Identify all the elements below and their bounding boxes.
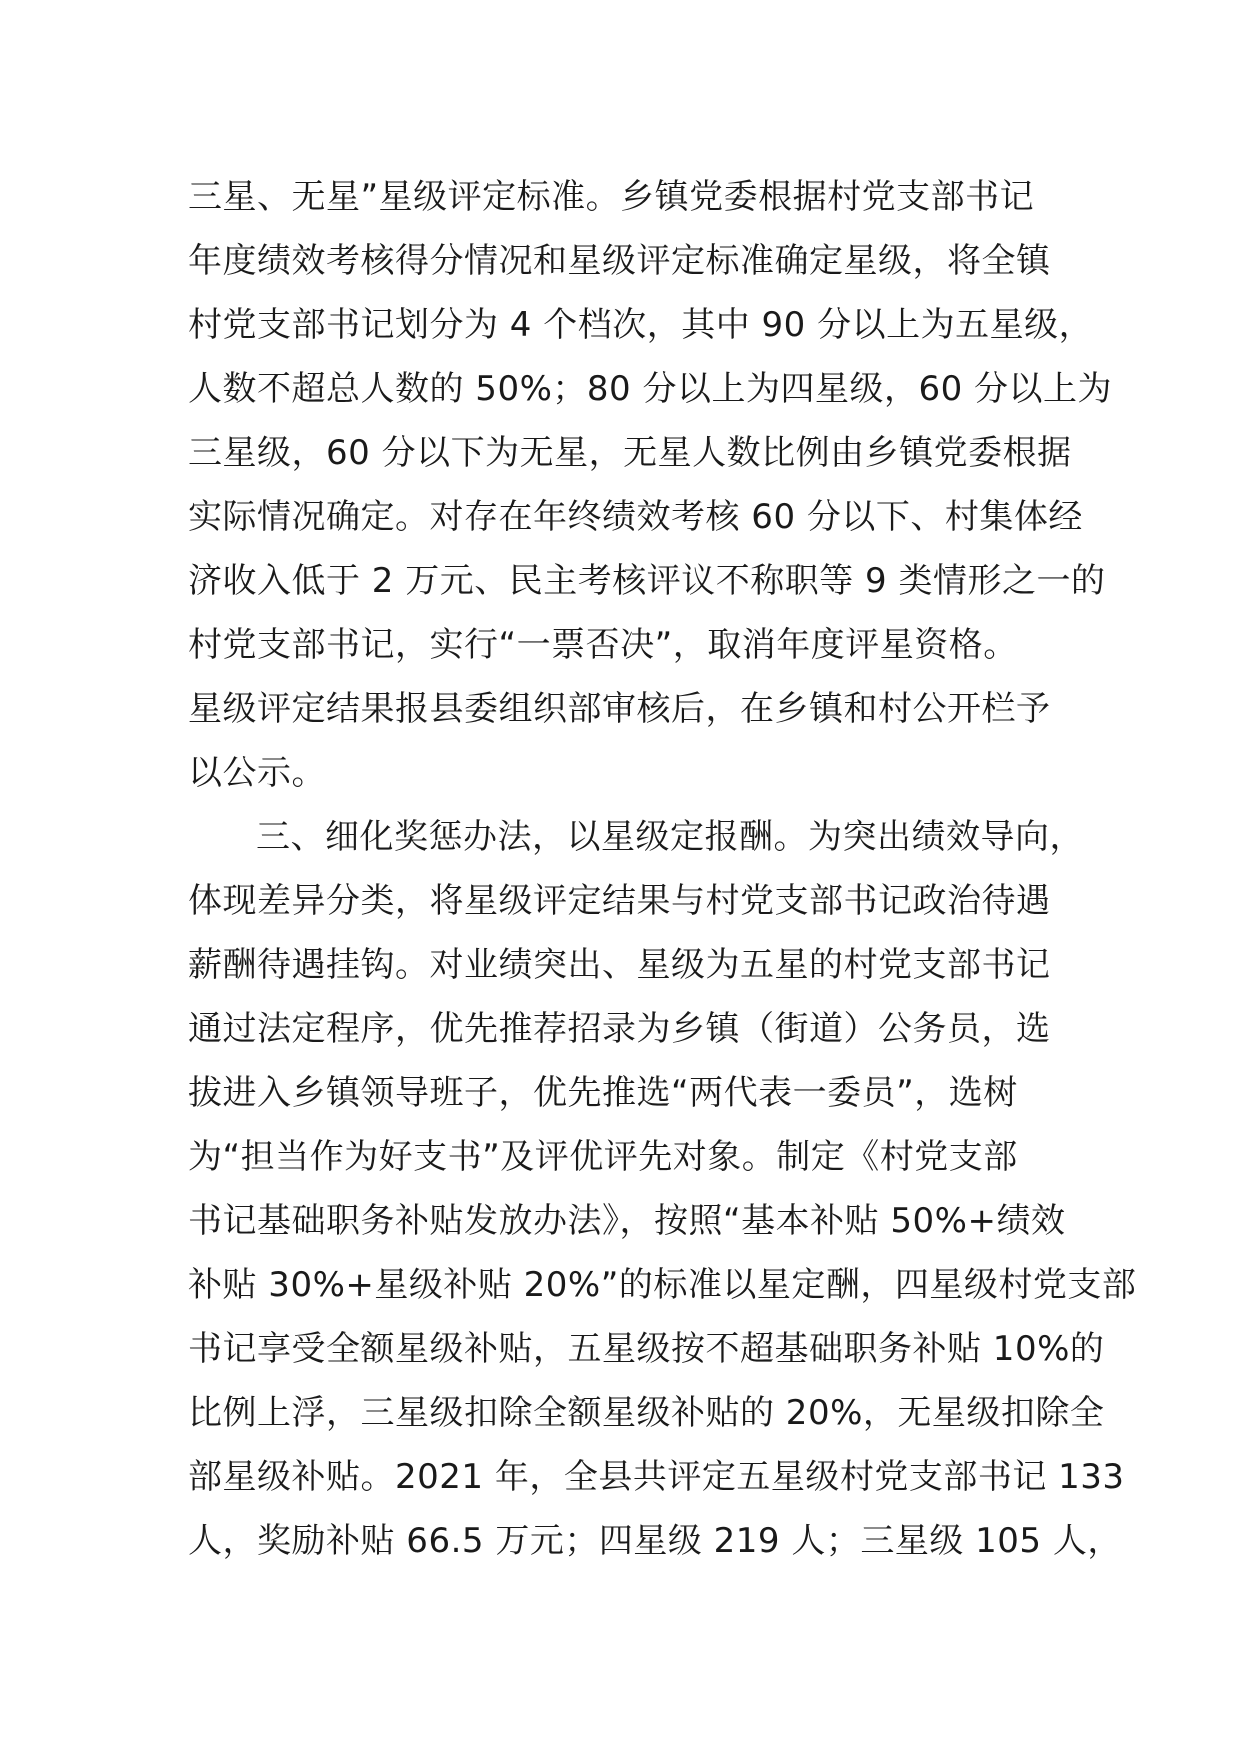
text-line: 村党支部书记，实行“一票否决”，取消年度评星资格。 [188,625,1018,665]
text-line: 薪酬待遇挂钩。对业绩突出、星级为五星的村党支部书记 [188,945,1051,985]
text-line: 人，奖励补贴 66.5 万元；四星级 219 人；三星级 105 人， [188,1521,1122,1561]
text-line: 年度绩效考核得分情况和星级评定标准确定星级，将全镇 [188,241,1051,281]
text-line: 补贴 30%+星级补贴 20%”的标准以星定酬，四星级村党支部 [188,1265,1137,1305]
text-line: 实际情况确定。对存在年终绩效考核 60 分以下、村集体经 [188,497,1083,537]
text-line: 书记享受全额星级补贴，五星级按不超基础职务补贴 10%的 [188,1329,1105,1369]
text-line: 星级评定结果报县委组织部审核后，在乡镇和村公开栏予 [188,689,1051,729]
text-line: 济收入低于 2 万元、民主考核评议不称职等 9 类情形之一的 [188,561,1106,601]
paragraph-start-line: 三、细化奖惩办法，以星级定报酬。为突出绩效导向， [256,817,1084,857]
text-line: 比例上浮，三星级扣除全额星级补贴的 20%，无星级扣除全 [188,1393,1105,1433]
text-line: 村党支部书记划分为 4 个档次，其中 90 分以上为五星级， [188,305,1094,345]
text-line: 部星级补贴。2021 年，全县共评定五星级村党支部书记 133 [188,1457,1125,1497]
text-line: 体现差异分类，将星级评定结果与村党支部书记政治待遇 [188,881,1051,921]
text-line: 为“担当作为好支书”及评优评先对象。制定《村党支部 [188,1137,1018,1177]
text-line: 人数不超总人数的 50%；80 分以上为四星级，60 分以上为 [188,369,1113,409]
body-text [188,165,1137,1573]
text-line: 拔进入乡镇领导班子，优先推选“两代表一委员”，选树 [188,1073,1018,1113]
text-line: 书记基础职务补贴发放办法》，按照“基本补贴 50%+绩效 [188,1201,1066,1241]
text-line: 以公示。 [188,753,326,793]
text-line: 三星级，60 分以下为无星，无星人数比例由乡镇党委根据 [188,433,1072,473]
text-line: 三星、无星”星级评定标准。乡镇党委根据村党支部书记 [188,177,1035,217]
text-line: 通过法定程序，优先推荐招录为乡镇（街道）公务员，选 [188,1009,1051,1049]
